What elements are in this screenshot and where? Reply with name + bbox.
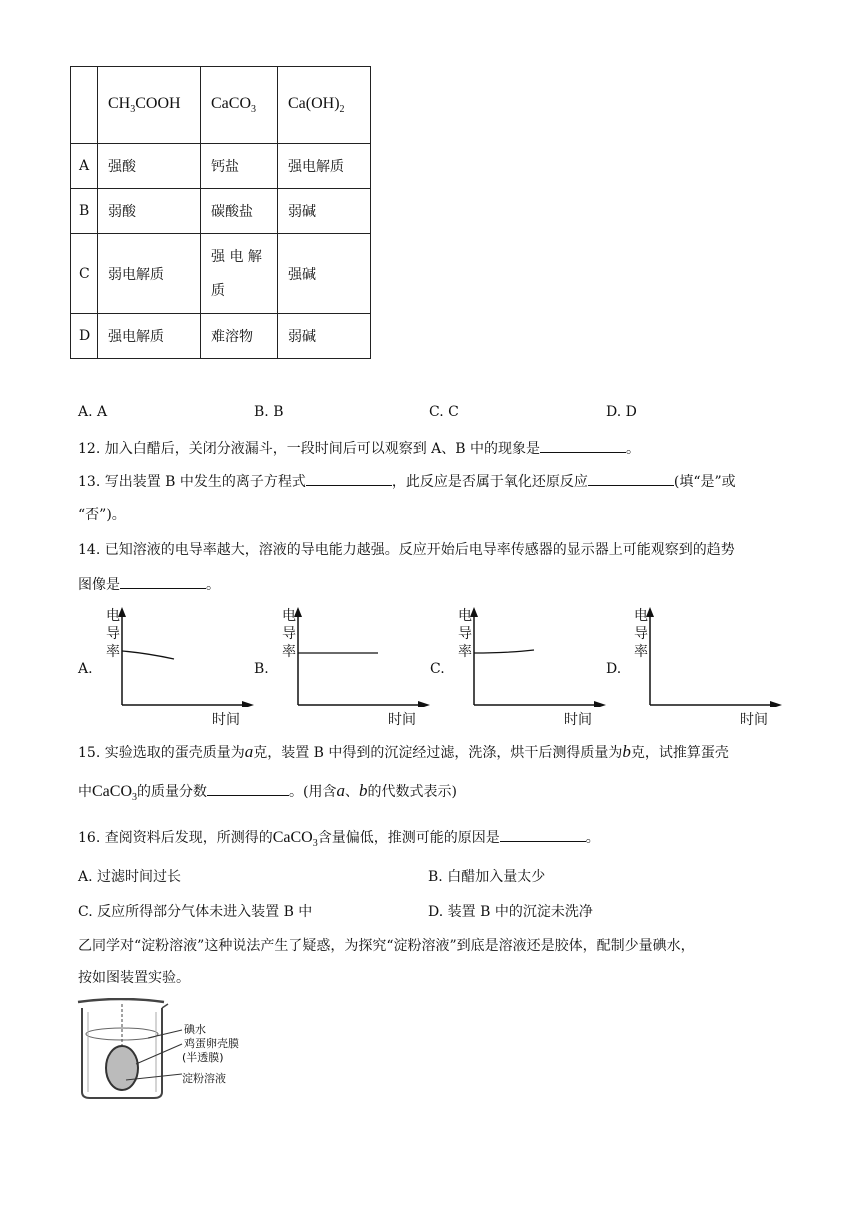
q13-text: ，此反应是否属于氧化还原反应	[391, 474, 588, 490]
ylabel-char: 导	[106, 626, 120, 642]
cell: 弱电解质	[98, 234, 201, 314]
q14-end: 。	[206, 577, 220, 593]
q15-text: 中	[78, 784, 92, 800]
question-15	[78, 742, 729, 763]
q13-text: 13. 写出装置 B 中发生的离子方程式	[78, 474, 306, 490]
answer-blank[interactable]	[500, 827, 586, 842]
cell: 强碱	[278, 234, 371, 314]
label-starch-solution: 淀粉溶液	[182, 1072, 226, 1085]
ylabel-char: 率	[458, 644, 472, 660]
formula-caco3: CaCO$_3$	[92, 783, 137, 804]
option-a[interactable]: A. A	[78, 404, 108, 420]
q15-text: 的代数式表示)	[367, 784, 457, 800]
q16-option-a[interactable]: A. 过滤时间过长	[78, 869, 182, 885]
cell	[201, 234, 278, 314]
ylabel-char: 电	[634, 608, 648, 624]
row-label: D	[71, 314, 98, 359]
cell: 弱酸	[98, 189, 201, 234]
ylabel-char: 电	[458, 608, 472, 624]
q12-text: 12. 加入白醋后，关闭分液漏斗，一段时间后可以观察到 A、B 中的现象是	[78, 441, 541, 457]
graph-axes	[116, 605, 256, 707]
x-axis-arrow	[770, 701, 782, 707]
y-axis-arrow	[470, 607, 478, 617]
q16-text: 含量偏低，推测可能的原因是	[317, 830, 500, 846]
q16-option-d[interactable]: D. 装置 B 中的沉淀未洗净	[428, 904, 593, 920]
graph-xlabel: 时间	[212, 712, 240, 728]
q16-option-b[interactable]: B. 白醋加入量太少	[428, 869, 546, 885]
answer-blank[interactable]	[540, 438, 626, 453]
graph-option-a[interactable]: A.	[78, 661, 93, 677]
cell: 弱碱	[278, 314, 371, 359]
ylabel-char: 电	[282, 608, 296, 624]
x-axis-arrow	[418, 701, 430, 707]
option-d[interactable]: D. D	[606, 404, 637, 420]
cell-line: 质	[211, 282, 225, 299]
graph-option-b[interactable]: B.	[254, 661, 269, 677]
x-axis-arrow	[594, 701, 606, 707]
option-b[interactable]: B. B	[254, 404, 284, 420]
graph-option-d[interactable]: D.	[606, 661, 622, 677]
table-row	[71, 234, 371, 314]
label-semipermeable: (半透膜)	[182, 1051, 224, 1064]
q15-text: 、	[344, 784, 359, 800]
question-14-cont	[78, 574, 220, 595]
table-row	[71, 189, 371, 234]
answer-blank[interactable]	[306, 471, 392, 486]
table-row	[71, 144, 371, 189]
formula-caco3: CaCO$_3$	[272, 829, 318, 850]
label-iodine-water: 碘水	[184, 1023, 206, 1036]
header-caoh2: $Ca(OH)_2$	[278, 67, 371, 144]
y-axis-arrow	[294, 607, 302, 617]
answer-blank[interactable]	[207, 781, 289, 796]
question-15-cont	[78, 781, 457, 808]
table-row	[71, 314, 371, 359]
ylabel-char: 率	[634, 644, 648, 660]
var-a: a	[336, 781, 345, 800]
q15-text: 克，装置 B 中得到的沉淀经过滤，洗涤，烘干后测得质量为	[253, 745, 623, 761]
graph-axes	[644, 605, 784, 707]
row-label: C	[71, 234, 98, 314]
cell: 强酸	[98, 144, 201, 189]
yi-paragraph-cont: 按如图装置实验。	[78, 970, 190, 986]
q15-text: 克，试推算蛋壳	[630, 745, 729, 761]
graph-axes	[292, 605, 432, 707]
ylabel-char: 电	[106, 608, 120, 624]
row-label: A	[71, 144, 98, 189]
ylabel-char: 率	[106, 644, 120, 660]
x-axis-arrow	[242, 701, 254, 707]
question-14: 14. 已知溶液的电导率越大，溶液的导电能力越强。反应开始后电导率传感器的显示器上可能观察到的趋势	[78, 542, 735, 558]
ylabel-char: 导	[458, 626, 472, 642]
question-13	[78, 471, 736, 492]
cell: 难溶物	[201, 314, 278, 359]
q15-text: 。(用含	[289, 784, 337, 800]
beaker-spout	[162, 1004, 168, 1008]
row-label: B	[71, 189, 98, 234]
q16-text: 16. 查阅资料后发现，所测得的	[78, 830, 273, 846]
trend-line	[122, 651, 174, 659]
graph-xlabel: 时间	[740, 712, 768, 728]
y-axis-arrow	[646, 607, 654, 617]
option-c[interactable]: C. C	[429, 404, 459, 420]
ylabel-char: 导	[282, 626, 296, 642]
graph-axes	[468, 605, 608, 707]
label-egg-membrane: 鸡蛋卵壳膜	[184, 1037, 239, 1050]
table-header-row	[71, 67, 371, 144]
cell-line: 强 电 解	[211, 248, 262, 265]
header-ch3cooh: $CH_3COOH$	[98, 67, 201, 144]
graph-xlabel: 时间	[388, 712, 416, 728]
q15-text: 的质量分数	[137, 784, 207, 800]
ylabel-char: 导	[634, 626, 648, 642]
var-a: a	[244, 742, 254, 761]
question-16	[78, 827, 600, 854]
q13-text: (填“是”或	[673, 474, 736, 490]
cell: 强电解质	[278, 144, 371, 189]
cell: 强电解质	[98, 314, 201, 359]
q12-end: 。	[626, 441, 641, 457]
cell: 弱碱	[278, 189, 371, 234]
beaker-rim	[78, 999, 164, 1002]
q16-end: 。	[585, 830, 600, 846]
ylabel-char: 率	[282, 644, 296, 660]
classification-table	[70, 66, 371, 359]
question-13-cont: “否”)。	[78, 507, 126, 523]
cell: 碳酸盐	[201, 189, 278, 234]
header-caco3: CaCO$_3$	[201, 67, 278, 144]
table-corner-cell	[71, 67, 98, 144]
y-axis-arrow	[118, 607, 126, 617]
var-b: b	[622, 742, 631, 761]
cell: 钙盐	[201, 144, 278, 189]
question-12	[78, 438, 640, 459]
graph-option-c[interactable]: C.	[430, 661, 445, 677]
yi-paragraph: 乙同学对“淀粉溶液”这种说法产生了疑惑，为探究“淀粉溶液”到底是溶液还是胶体，配制少量碘水，	[78, 938, 695, 954]
trend-line	[474, 650, 534, 653]
answer-blank[interactable]	[588, 471, 674, 486]
egg-membrane	[106, 1046, 138, 1090]
q14-text: 图像是	[78, 577, 120, 593]
var-b: b	[358, 781, 368, 800]
q15-text: 15. 实验选取的蛋壳质量为	[78, 745, 245, 761]
answer-blank[interactable]	[120, 574, 206, 589]
graph-xlabel: 时间	[564, 712, 592, 728]
q16-option-c[interactable]: C. 反应所得部分气体未进入装置 B 中	[78, 904, 313, 920]
